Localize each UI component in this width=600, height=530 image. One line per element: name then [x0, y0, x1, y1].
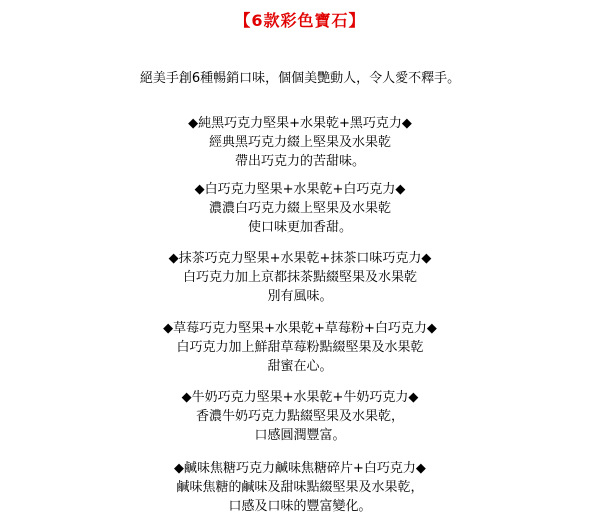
flavor-description: 經典黑巧克力綴上堅果及水果乾	[208, 135, 391, 150]
flavor-description: 濃濃白巧克力綴上堅果及水果乾	[208, 201, 391, 216]
flavor-description: 別有風味。	[267, 289, 333, 304]
flavor-description: 白巧克力加上鮮甜草莓粉點綴堅果及水果乾	[176, 340, 424, 355]
flavor-description: 口感圓潤豐富。	[254, 428, 346, 443]
flavor-heading: ◆草莓巧克力堅果+水果乾+草莓粉+白巧克力◆	[163, 321, 437, 336]
flavor-heading: ◆白巧克力堅果+水果乾+白巧克力◆	[194, 182, 406, 197]
flavor-description: 香濃牛奶巧克力點綴堅果及水果乾，	[195, 409, 404, 424]
page-title: 【6款彩色寶石】	[234, 11, 366, 30]
flavor-block-strawberry	[0, 319, 600, 376]
flavor-description: 使口味更加香甜。	[247, 220, 352, 235]
flavor-block-white-chocolate	[0, 180, 600, 237]
flavor-block-salted-caramel	[0, 459, 600, 516]
flavor-description: 鹹味焦糖的鹹味及甜味點綴堅果及水果乾，	[176, 480, 424, 495]
flavor-heading: ◆鹹味焦糖巧克力鹹味焦糖碎片+白巧克力◆	[174, 461, 426, 476]
flavor-block-milk-chocolate	[0, 388, 600, 445]
flavor-heading: ◆牛奶巧克力堅果+水果乾+牛奶巧克力◆	[181, 390, 419, 405]
flavor-description: 甜蜜在心。	[267, 359, 333, 374]
flavor-heading: ◆抹茶巧克力堅果+水果乾+抹茶口味巧克力◆	[168, 251, 432, 266]
flavor-description: 白巧克力加上京都抹茶點綴堅果及水果乾	[182, 270, 417, 285]
flavor-description: 口感及口味的豐富變化。	[228, 499, 372, 514]
flavor-block-dark-chocolate	[0, 114, 600, 171]
flavor-heading: ◆純黑巧克力堅果+水果乾+黑巧克力◆	[188, 116, 412, 131]
flavor-description: 帶出巧克力的苦甜味。	[234, 154, 365, 169]
flavor-block-matcha	[0, 249, 600, 306]
intro-text: 絕美手創6種暢銷口味，個個美艷動人，令人愛不釋手。	[139, 71, 461, 86]
